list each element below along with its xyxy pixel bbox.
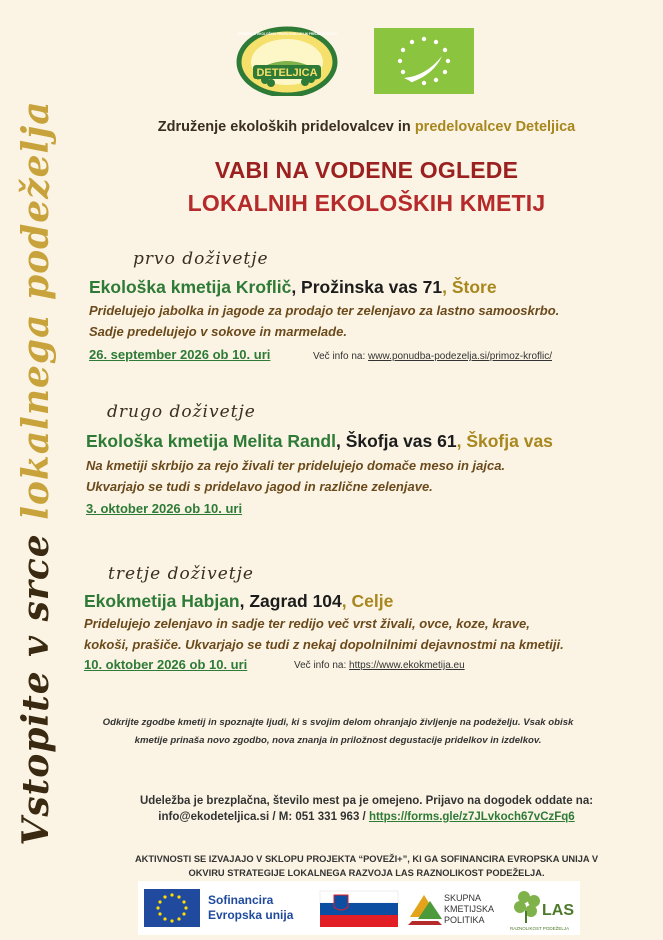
event-1-farm: Ekološka kmetija Kroflič, Prožinska vas 71, Štore [89, 277, 497, 297]
eu-cofunded-line2: Evropska unija [208, 908, 294, 922]
event-1-town: Štore [451, 277, 497, 297]
event-1-farm-name: Ekološka kmetija Kroflič [89, 277, 292, 297]
registration-line1: Udeležba je brezplačna, število mest pa je omejeno. Prijavo na dogodek oddate na: [139, 795, 594, 807]
event-3-label: tretje doživetje [108, 564, 254, 584]
event-2-description [86, 455, 646, 497]
las-clover-icon [514, 891, 540, 923]
vertical-slogan [6, 100, 66, 846]
association-name [70, 119, 663, 135]
event-1-address: Prožinska vas 71 [301, 277, 443, 297]
event-3-more-info [294, 660, 465, 671]
event-2-farm: Ekološka kmetija Melita Randl, Škofja vas 61, Škofja vas [86, 431, 553, 451]
event-1-link[interactable]: www.ponudba-podezelja.si/primoz-kroflic/ [368, 351, 553, 362]
cap-logo-icon [408, 895, 442, 925]
deteljica-wordmark: DETELJICA [256, 67, 318, 79]
registration-info [70, 793, 663, 825]
slovenia-flag-icon [320, 891, 398, 927]
project-line2: OKVIRU STRATEGIJE LOKALNEGA RAZVOJA LAS RAZNOLIKOST PODEŽELJA. [188, 868, 545, 878]
registration-form-link[interactable]: https://forms.gle/z7JLvkoch67vCzFq6 [368, 811, 575, 823]
event-2-desc-line2: Ukvarjajo se tudi s pridelavo jagod in različne zelenjave. [86, 479, 433, 494]
registration-phone: / M: 051 331 963 / [269, 811, 369, 823]
headline-line1: VABI NA VODENE OGLEDE [214, 157, 519, 183]
event-1-label: prvo doživetje [133, 249, 269, 269]
slogan-part2: lokalnega podeželja [15, 100, 57, 520]
event-3-desc-line2: kokoši, prašiče. Ukvarjajo se tudi z nekaj dopolnilnimi dejavnostmi na kmetiji. [84, 637, 564, 652]
project-line1: AKTIVNOSTI SE IZVAJAJO V SKLOPU PROJEKTA “POVEŽI+”, KI GA SOFINANCIRA EVROPSKA UNIJA V [134, 854, 599, 864]
association-part1: Združenje ekoloških pridelovalcev in [157, 119, 415, 135]
event-2-farm-name: Ekološka kmetija Melita Randl [86, 431, 336, 451]
event-3-address: Zagrad 104 [249, 591, 342, 611]
event-3-farm: Ekokmetija Habjan, Zagrad 104, Celje [84, 591, 394, 611]
cap-line3: POLITIKA [444, 915, 485, 925]
event-2-town: Škofja vas [466, 431, 553, 451]
event-1-desc-line2: Sadje predelujejo v sokove in marmelade. [89, 324, 347, 339]
event-3-desc-line1: Pridelujejo zelenjavo in sadje ter redijo več vrst živali, ovce, koze, krave, [84, 616, 530, 631]
intro-line1: Odkrijte zgodbe kmetij in spoznajte ljudi, ki s svojim delom ohranjajo življenje na podeželju. Vsak obisk [102, 717, 574, 728]
deteljica-ring-text: ZDRUŽENJE EKOLOŠKIH PRIDELOVALCEV IN PREDELOVALCEV [237, 32, 337, 36]
event-1-date: 26. september 2026 ob 10. uri [89, 347, 271, 362]
eu-flag-icon [144, 889, 200, 927]
event-2-date: 3. oktober 2026 ob 10. uri [86, 501, 243, 516]
event-1-description [89, 300, 649, 342]
intro-line2: kmetije prinaša novo zgodbo, nova znanja in priložnost degustacije pridelkov in izdelkov. [134, 735, 542, 746]
event-2-address: Škofja vas 61 [345, 431, 457, 451]
intro-text [88, 714, 588, 750]
event-2-label: drugo doživetje [107, 402, 256, 422]
event-3-description [84, 613, 654, 655]
event-3-link[interactable]: https://www.ekokmetija.eu [349, 660, 465, 671]
registration-email[interactable]: info@ekodeteljica.si [158, 811, 270, 823]
more-info-label: Več info na: [294, 660, 350, 671]
event-3-farm-name: Ekokmetija Habjan [84, 591, 240, 611]
slogan-part1: Vstopite v srce [15, 519, 57, 846]
las-subtitle: RAZNOLIKOST PODEŽELJA [510, 926, 570, 931]
deteljica-logo [235, 26, 339, 96]
cap-line2: KMETIJSKA [444, 904, 495, 914]
event-3-town: Celje [351, 591, 394, 611]
association-part2: predelovalcev Deteljica [414, 119, 576, 135]
eu-organic-logo [374, 28, 474, 94]
event-2-desc-line1: Na kmetiji skrbijo za rejo živali ter pridelujejo domače meso in jajca. [86, 458, 506, 473]
more-info-label: Več info na: [313, 351, 369, 362]
las-wordmark: LAS [542, 902, 574, 919]
headline-line2: LOKALNIH EKOLOŠKIH KMETIJ [187, 190, 546, 216]
event-1-desc-line1: Pridelujejo jabolka in jagode za prodajo ter zelenjavo za lastno samooskrbo. [89, 303, 560, 318]
event-3-date: 10. oktober 2026 ob 10. uri [84, 657, 248, 672]
project-note [70, 852, 663, 880]
event-1-more-info [313, 351, 552, 362]
sponsor-logos [138, 881, 580, 935]
cap-line1: SKUPNA [444, 893, 482, 903]
eu-cofunded-line1: Sofinancira [208, 893, 274, 907]
